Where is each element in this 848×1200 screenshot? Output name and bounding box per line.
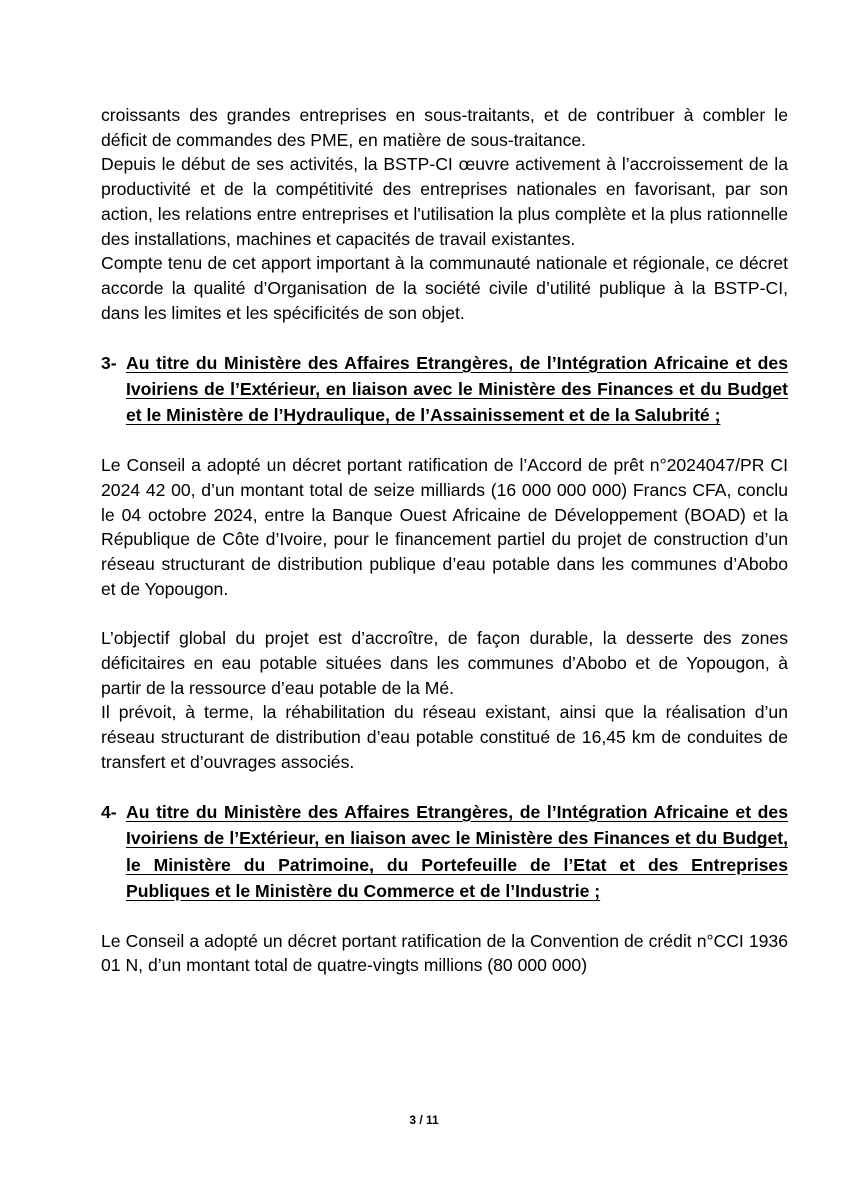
intro-paragraph-1: croissants des grandes entreprises en sous-traitants, et de contribuer à combler le déficit de commandes des PME, en matière de sous-traitance. (101, 105, 788, 150)
spacer (101, 774, 788, 799)
intro-paragraph-2: Depuis le début de ses activités, la BSTP-CI œuvre activement à l’accroissement de la productivité et de la compétitivité des entreprises nationales en favorisant, par son action, les relations entre entreprises et l'utilisation la plus complète et la plus rationnelle des installations, machines et capacités de travail existantes. (101, 154, 788, 249)
section-4-heading (101, 799, 788, 904)
section-4-number: 4- (101, 802, 117, 823)
spacer (101, 325, 788, 350)
section-3-paragraph-3: Il prévoit, à terme, la réhabilitation du réseau existant, ainsi que la réalisation d’un réseau structurant de distribution d’eau potable constitué de 16,45 km de conduites de transfert et d’ouvrages associés. (101, 702, 788, 772)
spacer (101, 904, 788, 929)
section-4-title: Au titre du Ministère des Affaires Etrangères, de l’Intégration Africaine et des Ivoiriens de l’Extérieur, en liaison avec le Ministère des Finances et du Budget, le Ministère du Patrimoine, du Portefeuille de l’Etat et des Entreprises Publiques et le Ministère du Commerce et de l’Industrie ; (126, 802, 788, 901)
intro-paragraph-3: Compte tenu de cet apport important à la communauté nationale et régionale, ce décret accorde la qualité d’Organisation de la société civile d’utilité publique à la BSTP-CI, dans les limites et les spécificités de son objet. (101, 253, 788, 323)
section-3-paragraph-1: Le Conseil a adopté un décret portant ratification de l’Accord de prêt n°2024047/PR CI 2024 42 00, d’un montant total de seize milliards (16 000 000 000) Francs CFA, conclu le 04 octobre 2024, entre la Banque Ouest Africaine de Développement (BOAD) et la République de Côte d’Ivoire, pour le financement partiel du projet de construction d’un réseau structurant de distribution publique d’eau potable dans les communes d’Abobo et de Yopougon. (101, 455, 788, 599)
page-number: 3 / 11 (409, 1113, 439, 1127)
document-body (101, 103, 788, 978)
section-3-paragraph-2: L’objectif global du projet est d’accroître, de façon durable, la desserte des zones déficitaires en eau potable situées dans les communes d’Abobo et de Yopougon, à partir de la ressource d’eau potable de la Mé. (101, 628, 788, 698)
spacer (101, 429, 788, 454)
section-3-title: Au titre du Ministère des Affaires Etrangères, de l’Intégration Africaine et des Ivoiriens de l’Extérieur, en liaison avec le Ministère des Finances et du Budget et le Ministère de l’Hydraulique, de l’Assainissement et de la Salubrité ; (126, 353, 788, 426)
section-3-heading (101, 350, 788, 429)
spacer (101, 602, 788, 627)
section-3-number: 3- (101, 353, 117, 374)
section-4-paragraph-1: Le Conseil a adopté un décret portant ratification de la Convention de crédit n°CCI 1936 01 N, d’un montant total de quatre-vingts millions (80 000 000) (101, 930, 788, 976)
